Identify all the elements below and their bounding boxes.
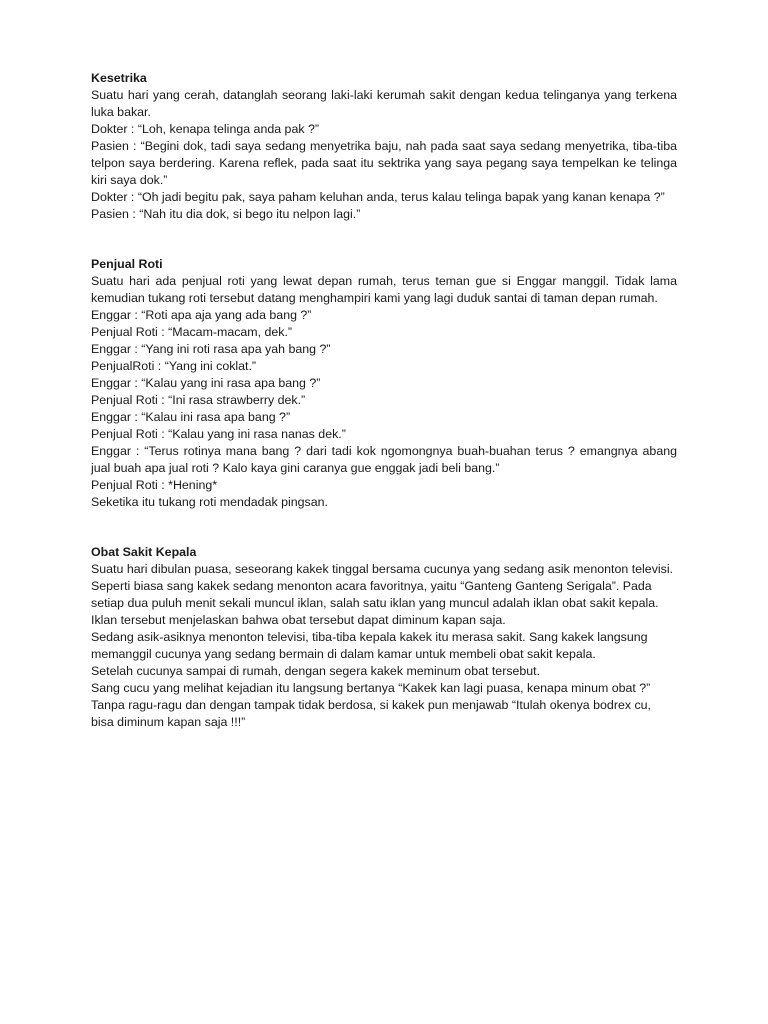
story-title: Kesetrika	[91, 71, 147, 85]
story-paragraph: Seperti biasa sang kakek sedang menonton acara favoritnya, yaitu “Ganteng Ganteng Serigala”. Pada setiap dua puluh menit sekali muncul iklan, salah satu iklan yang muncul adalah iklan obat sakit kepala. Iklan tersebut menjelaskan bahwa obat tersebut dapat diminum kapan saja.	[91, 579, 659, 627]
story-kesetrika	[91, 70, 677, 223]
dialogue-line: Pasien : “Nah itu dia dok, si bego itu nelpon lagi.”	[91, 207, 361, 221]
dialogue-line: Penjual Roti : “Ini rasa strawberry dek.”	[91, 393, 306, 407]
story-paragraph: Setelah cucunya sampai di rumah, dengan segera kakek meminum obat tersebut.	[91, 664, 541, 678]
document-page	[91, 70, 677, 731]
dialogue-line: Enggar : “Yang ini roti rasa apa yah bang ?”	[91, 342, 331, 356]
story-paragraph: Suatu hari ada penjual roti yang lewat depan rumah, terus teman gue si Enggar manggil. Tidak lama kemudian tukang roti tersebut datang menghampiri kami yang lagi duduk santai di taman depan rumah.	[91, 274, 677, 305]
dialogue-line: Enggar : “Kalau ini rasa apa bang ?”	[91, 410, 291, 424]
story-title: Obat Sakit Kepala	[91, 545, 197, 559]
story-paragraph: Suatu hari yang cerah, datanglah seorang laki-laki kerumah sakit dengan kedua telinganya yang terkena luka bakar.	[91, 88, 677, 119]
story-penjual-roti	[91, 256, 677, 511]
story-paragraph: Seketika itu tukang roti mendadak pingsan.	[91, 495, 328, 509]
dialogue-line: Pasien : “Begini dok, tadi saya sedang menyetrika baju, nah pada saat saya sedang menyetrika, tiba-tiba telpon saya berdering. Karena reflek, pada saat itu sektrika yang saya pegang saya tempelkan ke telinga kiri saya dok.”	[91, 139, 677, 187]
dialogue-line: Enggar : “Roti apa aja yang ada bang ?”	[91, 308, 312, 322]
story-paragraph: Suatu hari dibulan puasa, seseorang kakek tinggal bersama cucunya yang sedang asik menonton televisi.	[91, 562, 674, 576]
dialogue-line: Enggar : “Kalau yang ini rasa apa bang ?”	[91, 376, 321, 390]
dialogue-line: Penjual Roti : “Macam-macam, dek.”	[91, 325, 293, 339]
dialogue-line: Penjual Roti : “Kalau yang ini rasa nanas dek.”	[91, 427, 346, 441]
dialogue-line: Dokter : “Loh, kenapa telinga anda pak ?”	[91, 122, 319, 136]
dialogue-line: Dokter : “Oh jadi begitu pak, saya paham keluhan anda, terus kalau telinga bapak yang kanan kenapa ?”	[91, 190, 665, 204]
story-paragraph: Tanpa ragu-ragu dan dengan tampak tidak berdosa, si kakek pun menjawab “Itulah okenya bodrex cu, bisa diminum kapan saja !!!”	[91, 698, 651, 729]
story-paragraph: Sedang asik-asiknya menonton televisi, tiba-tiba kepala kakek itu merasa sakit. Sang kakek langsung memanggil cucunya yang sedang bermain di dalam kamar untuk membeli obat sakit kepala.	[91, 630, 648, 661]
dialogue-line: PenjualRoti : “Yang ini coklat.”	[91, 359, 257, 373]
story-title: Penjual Roti	[91, 257, 163, 271]
story-obat-sakit-kepala	[91, 544, 677, 731]
dialogue-line: Penjual Roti : *Hening*	[91, 478, 218, 492]
story-paragraph: Sang cucu yang melihat kejadian itu langsung bertanya “Kakek kan lagi puasa, kenapa minum obat ?”	[91, 681, 651, 695]
dialogue-line: Enggar : “Terus rotinya mana bang ? dari tadi kok ngomongnya buah-buahan terus ? emangnya abang jual buah apa jual roti ? Kalo kaya gini caranya gue enggak jadi beli bang.”	[91, 444, 677, 475]
